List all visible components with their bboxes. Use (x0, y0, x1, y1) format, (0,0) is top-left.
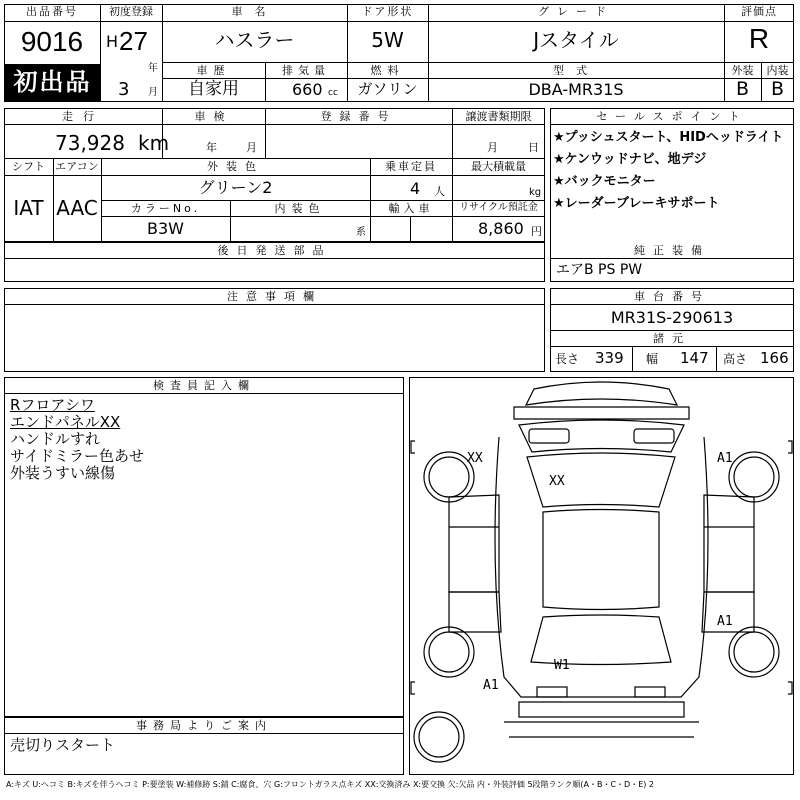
damage-legend: A:キズ U:ヘコミ B:キズを伴うヘコミ P:要塗装 W:補修跡 S:錆 C:腐食、穴 G:フロントガラス点キズ XX:交換済み X:要交換 欠:欠品 内・外装評価 5段階ランク順(A・B・C・D・E) 2 (6, 780, 655, 789)
reg-year: 27 (119, 26, 148, 56)
mileage-unit: km (138, 131, 170, 155)
inspection-year-unit: 年 (206, 141, 217, 154)
capacity-unit: 人 (434, 185, 445, 198)
color-no-value: B3W (147, 219, 184, 238)
damage-mark: W1 (554, 658, 570, 673)
model-label: 型式 (553, 64, 599, 77)
ext-color-label: 外装色 (207, 160, 264, 173)
height-label: 高さ (723, 352, 748, 366)
notes-title: 注意事項欄 (227, 290, 322, 303)
shift-label: シフト (12, 160, 45, 173)
fuel-label: 燃料 (370, 64, 405, 77)
month-unit: 月 (148, 87, 158, 98)
history-label: 車歴 (196, 64, 231, 77)
grade-value: Jスタイル (533, 28, 619, 52)
first-listing-text: 初出品 (13, 68, 92, 96)
damage-mark: A1 (717, 614, 733, 629)
recycle-value: 8,860 (478, 219, 524, 238)
genuine-equipment-value: エアB PS PW (556, 262, 643, 278)
capacity-label: 乗車定員 (385, 160, 437, 173)
shift-value: IAT (13, 196, 44, 220)
sales-point-item: ★バックモニター (553, 174, 656, 189)
era-letter: H (106, 32, 119, 51)
lot-no-label: 出品番号 (26, 5, 78, 18)
chassis-number: MR31S-290613 (610, 308, 734, 327)
office-value: 売切りスタート (10, 736, 116, 754)
max-load-unit: kg (529, 187, 542, 198)
later-parts-title: 後日発送部品 (217, 244, 332, 257)
year-unit: 年 (148, 63, 158, 74)
width-value: 147 (680, 349, 709, 367)
interior-label: 内装 (766, 64, 789, 77)
reg-month: 3 (118, 79, 130, 100)
inspection-label: 車検 (194, 110, 233, 123)
sales-point-item: ★ケンウッドナビ、地デジ (553, 152, 707, 167)
exterior-label: 外装 (731, 64, 754, 77)
mileage-label: 走行 (62, 110, 104, 123)
capacity-value: 4 (410, 179, 421, 198)
transfer-doc-label: 譲渡書類期限 (465, 110, 532, 123)
exterior-grade: B (735, 78, 750, 100)
recycle-label: リサイクル預託金 (459, 202, 538, 213)
color-no-label: カラーNo. (130, 202, 201, 215)
car-diagram-icon (409, 377, 794, 775)
reg-no-label: 登録番号 (320, 110, 397, 123)
int-color-unit: 系 (356, 227, 366, 238)
car-name-label: 車名 (231, 5, 278, 18)
doc-day-unit: 日 (528, 141, 539, 154)
inspector-line: サイドミラー色あせ (10, 447, 144, 465)
inspector-line: Rフロアシワ (10, 396, 95, 414)
width-label: 幅 (646, 352, 659, 366)
mileage-value: 73,928 (55, 131, 125, 155)
inspection-month-unit: 月 (246, 141, 257, 154)
max-load-label: 最大積載量 (471, 160, 526, 173)
sales-point-item: ★プッシュスタート、HIDヘッドライト (553, 130, 784, 145)
damage-mark: A1 (483, 678, 499, 693)
score-value: R (748, 23, 770, 54)
displacement-label: 排気量 (282, 64, 330, 77)
inspector-line: ハンドルすれ (10, 430, 101, 448)
int-color-label: 内装色 (274, 202, 326, 215)
ext-color-value: グリーン2 (198, 178, 273, 197)
first-reg-label: 初度登録 (109, 5, 153, 18)
sales-points-title: セールスポイント (596, 110, 748, 123)
displacement-value: 660 (292, 80, 323, 99)
first-listing-badge (5, 64, 100, 101)
score-label: 評価点 (741, 5, 777, 18)
displacement-unit: cc (328, 88, 338, 98)
damage-mark: XX (549, 474, 565, 489)
height-value: 166 (760, 349, 789, 367)
chassis-title: 車台番号 (634, 290, 710, 303)
sales-point-item: ★レーダーブレーキサポート (553, 196, 720, 211)
office-title: 事務局よりご案内 (136, 719, 272, 732)
genuine-equipment-title: 純正装備 (634, 244, 710, 257)
inspector-line: 外装うすい線傷 (10, 464, 116, 482)
car-name: ハスラー (214, 28, 295, 52)
door-label: ドア形状 (361, 5, 414, 18)
specs-title: 諸元 (653, 332, 691, 345)
doc-month-unit: 月 (487, 141, 498, 154)
fuel-value: ガソリン (357, 80, 418, 98)
door-type: 5W (371, 28, 404, 52)
damage-mark: XX (467, 451, 483, 466)
grade-label: グレード (538, 5, 614, 18)
lot-number: 9016 (20, 26, 84, 57)
length-value: 339 (595, 349, 624, 367)
history-value: 自家用 (188, 79, 239, 99)
model-value: DBA-MR31S (528, 80, 624, 99)
interior-grade: B (770, 78, 785, 100)
inspector-title: 検査員記入欄 (153, 379, 255, 392)
recycle-unit: 円 (531, 225, 542, 238)
aircon-label: エアコン (55, 160, 99, 173)
aircon-value: AAC (56, 196, 98, 220)
length-label: 長さ (555, 352, 580, 366)
import-label: 輸入車 (388, 202, 434, 215)
inspector-line: エンドパネルXX (10, 413, 121, 431)
damage-mark: A1 (717, 451, 733, 466)
